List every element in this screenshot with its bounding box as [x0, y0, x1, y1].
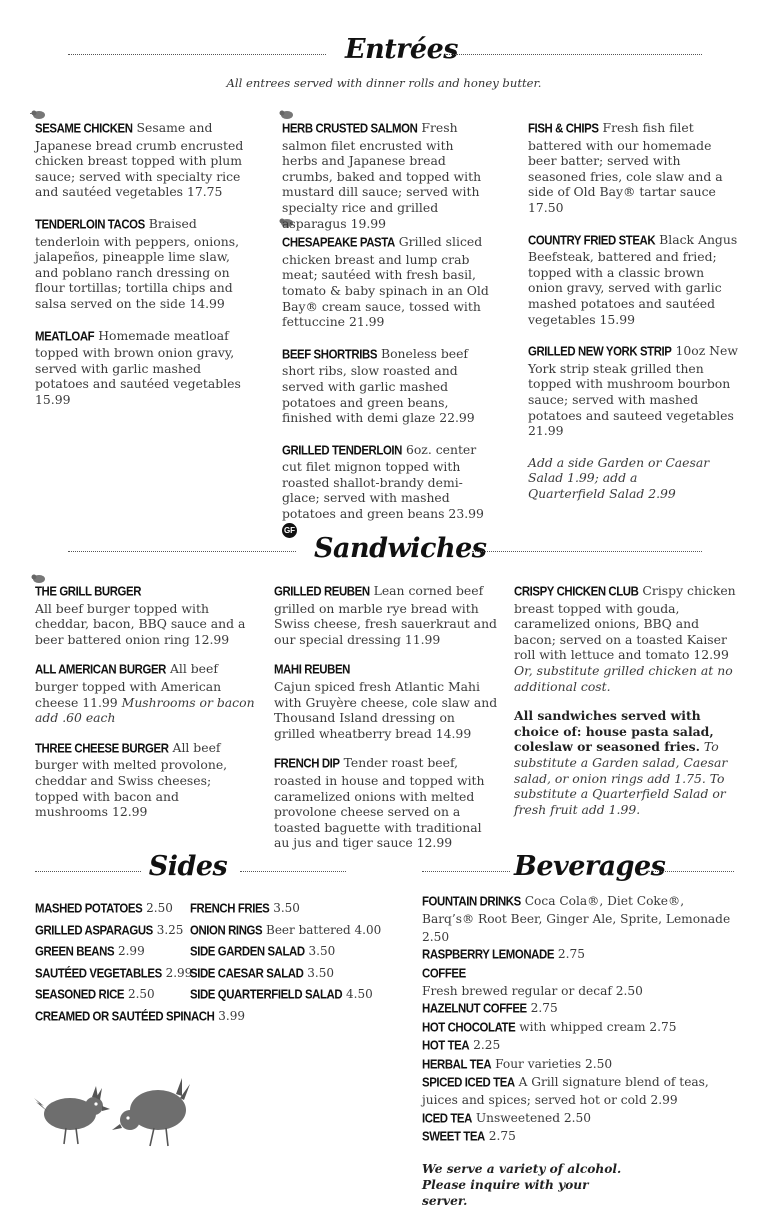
entrees-divider-right: [446, 54, 702, 55]
item-name: HAZELNUT COFFEE: [422, 1002, 527, 1017]
sandwiches-column-3: [514, 583, 740, 817]
item-name: BEEF SHORTRIBS: [282, 347, 378, 362]
entrees-column-1: [35, 120, 245, 423]
item-name: FISH & CHIPS: [528, 122, 599, 136]
item-name: TENDERLOIN TACOS: [35, 218, 145, 232]
side-item: [190, 920, 381, 942]
menu-item: [528, 232, 738, 328]
sandwiches-heading: Sandwiches: [314, 533, 487, 564]
item-name: HOT TEA: [422, 1039, 470, 1053]
item-name: CREAMED OR SAUTÉED SPINACH: [35, 1010, 215, 1024]
item-name: FRENCH DIP: [274, 757, 340, 771]
gluten-free-badge: GF: [282, 523, 297, 538]
item-description: A Grill signature blend of teas, juices and spices; served hot or cold 2.99: [422, 1075, 709, 1108]
item-price: 3.50: [308, 944, 336, 959]
item-name: GRILLED REUBEN: [274, 585, 370, 599]
item-name: THREE CHEESE BURGER: [35, 741, 169, 756]
item-description: Lean corned beef grilled on marble rye bread with Swiss cheese, fresh sauerkraut and our special dressing 11.99: [274, 583, 497, 647]
item-description: 2.75: [557, 947, 586, 962]
item-name: MAHI REUBEN: [274, 663, 350, 677]
beverage-item: [422, 1019, 740, 1037]
item-description: Fresh fish filet battered with our homemade beer batter; served with seasoned fries, cole slaw and a side of Old Bay® tartar sauce 17.50: [528, 120, 723, 215]
item-description: 6oz. center cut filet mignon topped with roasted shallot-brandy demi-glace; served with mashed potatoes and green beans 23.99: [282, 441, 484, 522]
beverage-item: [422, 1128, 740, 1146]
entrees-divider-left: [68, 54, 326, 55]
chef-favorite-bird-icon: [30, 108, 46, 120]
item-description: Tender roast beef, roasted in house and topped with caramelized onions with melted provolone cheese served on a toasted baguette with traditional au jus and tiger sauce 12.99: [274, 755, 485, 851]
item-description: Cajun spiced fresh Atlantic Mahi with Gruyère cheese, cole slaw and Thousand Island dressing on grilled wheatberry bread 14.99: [274, 678, 498, 741]
item-price: 2.99: [165, 965, 193, 980]
menu-item: [282, 346, 492, 426]
chef-favorite-bird-icon: [278, 108, 294, 120]
item-price: 3.25: [156, 922, 184, 937]
menu-item: [35, 583, 255, 647]
item-price: 3.50: [307, 965, 334, 980]
beverage-item: [422, 1056, 740, 1074]
item-name: THE GRILL BURGER: [35, 585, 142, 599]
beverages-divider-right: [646, 871, 734, 872]
item-name: FOUNTAIN DRINKS: [422, 895, 521, 909]
beverage-item: [422, 1110, 740, 1128]
item-name: COFFEE: [422, 966, 466, 981]
menu-item: [528, 120, 738, 216]
item-price: 2.50: [146, 901, 173, 915]
item-description: Coca Cola®, Diet Coke®, Barq’s® Root Beer, Ginger Ale, Sprite, Lemonade 2.50: [422, 894, 731, 944]
sides-divider-right: [240, 871, 346, 872]
beverage-item: [422, 946, 740, 964]
item-description: All beef burger with melted provolone, cheddar and Swiss cheeses; topped with bacon and mushrooms 12.99: [35, 739, 228, 820]
item-name: SAUTÉED VEGETABLES: [35, 967, 162, 981]
entrees-column-3: [528, 120, 738, 501]
item-description: Sesame and Japanese bread crumb encrusted chicken breast topped with plum sauce; served with specialty rice and sautéed vegetables 17.75: [35, 120, 244, 200]
side-item: [190, 963, 381, 985]
side-item: [35, 1006, 245, 1028]
menu-item: [35, 328, 245, 408]
beverages-heading: Beverages: [514, 851, 666, 882]
item-name: MEATLOAF: [35, 329, 95, 344]
item-description: Black Angus Beefsteak, battered and fried; topped with a classic brown onion gravy, served with garlic mashed potatoes and sautéed vegetables 15.99: [528, 231, 738, 327]
item-price: 3.99: [218, 1008, 246, 1023]
item-description: Boneless beef short ribs, slow roasted and served with garlic mashed potatoes and green beans, finished with demi glaze 22.99: [282, 345, 475, 426]
item-extra: Mushrooms or bacon add .60 each: [35, 694, 255, 726]
item-description: Fresh brewed regular or decaf 2.50: [422, 984, 643, 999]
sandwiches-column-1: [35, 583, 255, 835]
item-description: with whipped cream 2.75: [519, 1019, 677, 1034]
item-name: CRISPY CHICKEN CLUB: [514, 585, 639, 599]
menu-item: [35, 216, 245, 312]
item-description: Four varieties 2.50: [495, 1056, 613, 1071]
menu-item: [282, 442, 492, 538]
item-name: FRENCH FRIES: [190, 902, 270, 916]
item-name: HOT CHOCOLATE: [422, 1021, 516, 1035]
menu-item: [528, 343, 738, 439]
item-name: GRILLED ASPARAGUS: [35, 923, 153, 938]
item-price: 3.50: [273, 901, 300, 915]
entrees-addon-note: Add a side Garden or Caesar Salad 1.99; add a Quarterfield Salad 2.99: [528, 454, 710, 501]
beverage-item: [422, 1000, 740, 1018]
item-description: All beef burger topped with cheddar, bacon, BBQ sauce and a beer battered onion ring 12.99: [35, 600, 246, 647]
item-description: 2.75: [488, 1129, 516, 1144]
menu-item: [274, 583, 498, 647]
sandwich-sides-substitute: To substitute a Garden salad, Caesar salad, or onion rings add 1.75. To substitute a Quarterfield Salad or fresh fruit add 1.99.: [514, 739, 728, 817]
item-name: ALL AMERICAN BURGER: [35, 663, 166, 677]
item-name: ONION RINGS: [190, 923, 263, 938]
item-price: Beer battered 4.00: [266, 922, 382, 937]
item-name: SESAME CHICKEN: [35, 122, 133, 136]
item-description: 2.75: [530, 1001, 558, 1016]
entrees-heading: Entrées: [345, 34, 458, 65]
entrees-note: All entrees served with dinner rolls and honey butter.: [226, 76, 542, 90]
beverages-list: [422, 893, 740, 1209]
menu-item: [35, 740, 255, 820]
item-name: SIDE CAESAR SALAD: [190, 967, 304, 981]
item-description: Crispy chicken breast topped with gouda, caramelized onions, BBQ and bacon; served on a toasted Kaiser roll with lettuce and tomato 12.99: [514, 583, 736, 663]
sandwiches-column-2: [274, 583, 498, 866]
item-description: Braised tenderloin with peppers, onions, jalapeños, pineapple lime slaw, and poblano ranch dressing on flour tortillas; tortilla chips and salsa served on the side 14.99: [35, 215, 240, 311]
item-name: GRILLED NEW YORK STRIP: [528, 345, 672, 359]
sides-column-2: [190, 898, 381, 1006]
item-description: Unsweetened 2.50: [475, 1110, 592, 1125]
item-price: 4.50: [346, 987, 373, 1002]
item-description: Homemade meatloaf topped with brown onion gravy, served with garlic mashed potatoes and sautéed vegetables 15.99: [35, 327, 241, 407]
side-item: [190, 941, 381, 963]
beverage-item: [422, 1074, 740, 1110]
item-description: 2.25: [473, 1038, 501, 1053]
decorative-birds-illustration: [30, 1072, 195, 1152]
item-name: SPICED ICED TEA: [422, 1076, 515, 1090]
beverage-item: [422, 893, 740, 946]
item-description: All beef burger topped with American cheese 11.99: [35, 661, 222, 710]
menu-item: [274, 661, 498, 741]
menu-item: [282, 120, 492, 231]
menu-item: [514, 583, 740, 694]
item-name: SIDE GARDEN SALAD: [190, 945, 305, 959]
item-price: 2.99: [117, 944, 145, 959]
menu-item: [35, 120, 245, 200]
item-price: 2.50: [127, 987, 155, 1002]
sandwiches-divider-right: [472, 551, 702, 552]
item-name: ICED TEA: [422, 1112, 472, 1126]
sandwiches-divider-left: [68, 551, 296, 552]
item-name: GREEN BEANS: [35, 945, 115, 959]
item-name: SEASONED RICE: [35, 988, 125, 1003]
alcohol-note: We serve a variety of alcohol. Please inquire with your server.: [422, 1161, 622, 1208]
item-name: SWEET TEA: [422, 1130, 485, 1144]
menu-item: [274, 755, 498, 851]
beverage-item: [422, 965, 740, 1001]
item-name: RASPBERRY LEMONADE: [422, 948, 555, 962]
item-name: SIDE QUARTERFIELD SALAD: [190, 988, 343, 1003]
sides-heading: Sides: [148, 851, 228, 882]
menu-item: [35, 661, 255, 725]
menu-item: [282, 234, 492, 330]
sides-divider-left: [35, 871, 141, 872]
item-description: Fresh salmon filet encrusted with herbs and Japanese bread crumbs, baked and topped with mustard dill sauce; served with specialty rice and grilled asparagus 19.99: [282, 120, 482, 231]
item-description: 10oz New York strip steak grilled then topped with mushroom bourbon sauce; served with mashed potatoes and sauteed vegetables 21.99: [528, 343, 738, 439]
item-name: COUNTRY FRIED STEAK: [528, 233, 656, 248]
item-name: MASHED POTATOES: [35, 902, 143, 916]
side-item: [190, 984, 381, 1006]
sandwich-sides-bold: All sandwiches served with choice of: house pasta salad, coleslaw or seasoned fries.: [514, 708, 714, 755]
item-name: GRILLED TENDERLOIN: [282, 443, 402, 458]
beverage-item: [422, 1037, 740, 1055]
sandwich-sides-note: [514, 708, 740, 817]
beverages-divider-left: [422, 871, 510, 872]
item-name: HERB CRUSTED SALMON: [282, 122, 418, 136]
item-name: CHESAPEAKE PASTA: [282, 236, 395, 250]
item-description: Grilled sliced chicken breast and lump crab meat; sautéed with fresh basil, tomato & baby spinach in an Old Bay® cream sauce, tossed with fettuccine 21.99: [282, 234, 489, 330]
side-item: [190, 898, 381, 920]
item-name: HERBAL TEA: [422, 1057, 492, 1072]
item-extra: Or, substitute grilled chicken at no additional cost.: [514, 662, 733, 694]
entrees-column-2: [282, 120, 492, 553]
